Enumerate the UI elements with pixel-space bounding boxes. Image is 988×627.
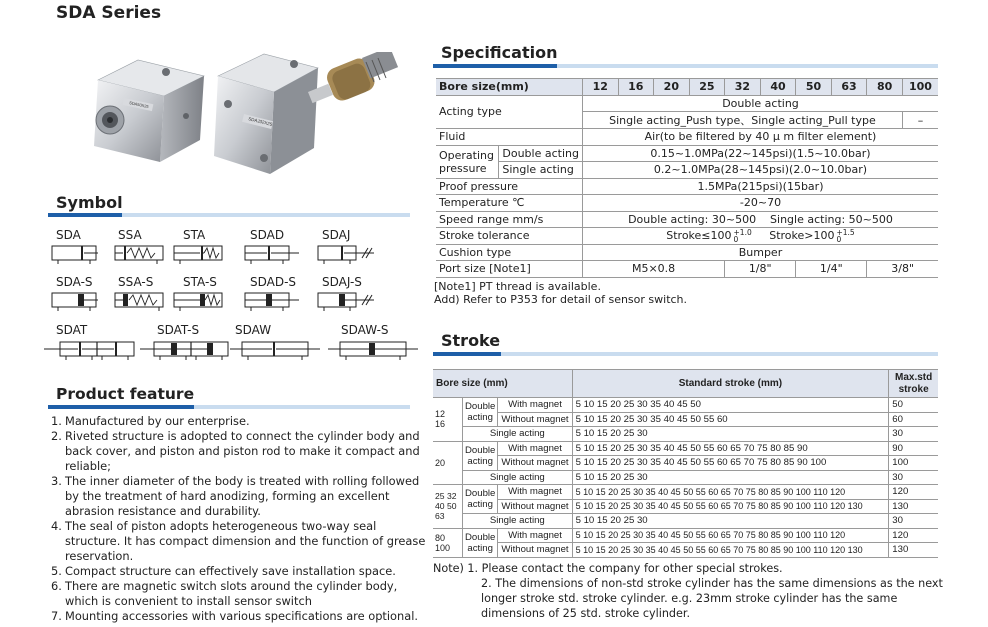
temperature-value: -20~70 xyxy=(582,195,938,212)
cylinder-photo-compact xyxy=(76,58,206,168)
bore-value: 100 xyxy=(902,79,938,96)
port-size-value: 1/8" xyxy=(725,261,796,278)
feature-title: Product feature xyxy=(56,385,195,403)
stroke-values-cell: 5 10 15 20 25 30 xyxy=(572,470,889,485)
stroke-sub-cell: Without magnet xyxy=(498,543,572,558)
svg-text:SDAJ32X25: SDAJ32X25 xyxy=(247,116,273,127)
spec-row xyxy=(436,211,938,228)
symbol-label: SDAD-S xyxy=(250,275,297,289)
stroke-rule xyxy=(433,352,938,356)
spec-row xyxy=(436,244,938,261)
symbol-label: STA xyxy=(183,228,206,242)
stroke-bore-header: Bore size (mm) xyxy=(433,370,572,398)
stroke-bore-cell: 80 100 xyxy=(433,528,462,557)
stroke-values-cell: 5 10 15 20 25 30 35 40 45 50 55 60 65 70 75 80 85 90 100 110 120 xyxy=(572,528,889,543)
stroke-values-cell: 5 10 15 20 25 30 35 40 45 50 55 60 xyxy=(572,412,889,427)
spec-notes xyxy=(434,280,687,306)
feature-item: 2. Riveted structure is adopted to connect the cylinder body and back cover, and piston and piston rod to make it compact and reliable; xyxy=(51,429,420,473)
spec-row xyxy=(436,129,938,146)
stroke-values-cell: 5 10 15 20 25 30 35 40 45 50 xyxy=(572,398,889,413)
spec-header-row xyxy=(436,79,938,96)
feature-item: 4. The seal of piston adopts heterogeneous two-way seal structure. It has compact dimension and the function of grease reservation. xyxy=(51,519,426,563)
stroke-max-header: Max.std stroke xyxy=(889,370,938,398)
stroke-type-cell: Double acting xyxy=(462,528,497,557)
symbol-sdaw-s-icon xyxy=(328,339,420,361)
bore-value: 16 xyxy=(618,79,654,96)
stroke-tolerance-label: Stroke tolerance xyxy=(436,228,582,245)
symbol-label: SSA xyxy=(118,228,142,242)
bore-value: 32 xyxy=(725,79,761,96)
symbol-sda-icon xyxy=(50,243,100,265)
stroke-type-cell: Double acting xyxy=(462,441,497,470)
stroke-values-cell: 5 10 15 20 25 30 35 40 45 50 55 60 65 70 75 80 85 90 100 110 120 130 xyxy=(572,543,889,558)
feature-item: 5. Compact structure can effectively save installation space. xyxy=(51,564,396,578)
stroke-max-cell: 30 xyxy=(889,514,938,529)
stroke-title: Stroke xyxy=(441,331,501,350)
stroke-type-cell: Double acting xyxy=(462,398,497,427)
spec-title: Specification xyxy=(441,43,558,62)
stroke-values-cell: 5 10 15 20 25 30 xyxy=(572,427,889,442)
symbol-label: SDAT-S xyxy=(157,323,200,337)
stroke-values-cell: 5 10 15 20 25 30 35 40 45 50 55 60 65 70 75 80 85 90 100 xyxy=(572,456,889,471)
symbol-title: Symbol xyxy=(56,193,123,212)
stroke-max-cell: 30 xyxy=(889,470,938,485)
stroke-single-cell: Single acting xyxy=(462,427,572,442)
stroke-sub-cell: Without magnet xyxy=(498,412,572,427)
cushion-type-label: Cushion type xyxy=(436,244,582,261)
cylinder-photo-with-sensor xyxy=(204,52,404,182)
spec-table xyxy=(436,78,938,278)
bore-value: 63 xyxy=(831,79,867,96)
symbol-label: SDAJ-S xyxy=(322,275,362,289)
symbol-label: SDAW-S xyxy=(341,323,389,337)
bore-value: 50 xyxy=(796,79,832,96)
operating-pressure-label: Operating pressure xyxy=(436,145,499,178)
stroke-max-cell: 90 xyxy=(889,441,938,456)
spec-row xyxy=(436,95,938,112)
symbol-sdaj-s-icon xyxy=(316,290,376,312)
symbol-ssa-icon xyxy=(113,243,167,265)
stroke-bore-cell: 20 xyxy=(433,441,462,485)
op-double-label: Double acting xyxy=(499,145,583,162)
spec-row xyxy=(436,228,938,245)
feature-item: 1. Manufactured by our enterprise. xyxy=(51,414,250,428)
symbol-sdat-icon xyxy=(44,339,140,361)
bore-value: 25 xyxy=(689,79,725,96)
stroke-single-cell: Single acting xyxy=(462,470,572,485)
op-single-label: Single acting xyxy=(499,162,583,179)
bore-value: 12 xyxy=(582,79,618,96)
stroke-single-cell: Single acting xyxy=(462,514,572,529)
stroke-max-cell: 30 xyxy=(889,427,938,442)
stroke-type-cell: Double acting xyxy=(462,485,497,514)
stroke-bore-cell: 12 16 xyxy=(433,398,462,442)
spec-row xyxy=(436,145,938,162)
stroke-sub-cell: With magnet xyxy=(498,398,572,413)
note1-text: [Note1] PT thread is available. xyxy=(434,280,601,293)
acting-single-value: Single acting_Push type、Single acting_Pull type xyxy=(582,112,902,129)
stroke-sub-cell: With magnet xyxy=(498,528,572,543)
feature-item: 3. The inner diameter of the body is treated with rolling followed by the treatment of hard anodizing, forming an excellent abrasion resistance and durability. xyxy=(51,474,420,518)
bore-value: 40 xyxy=(760,79,796,96)
temperature-label: Temperature ℃ xyxy=(436,195,582,212)
stroke-row xyxy=(433,514,938,529)
stroke-note: Note) 1. Please contact the company for other special strokes. xyxy=(433,562,783,575)
stroke-notes xyxy=(433,561,943,621)
stroke-row xyxy=(433,499,938,514)
stroke-sub-cell: Without magnet xyxy=(498,499,572,514)
bore-value: 80 xyxy=(867,79,903,96)
stroke-row xyxy=(433,485,938,500)
symbol-label: SSA-S xyxy=(118,275,154,289)
symbol-label: SDAW xyxy=(235,323,272,337)
stroke-sub-cell: With magnet xyxy=(498,485,572,500)
spec-row xyxy=(436,178,938,195)
spec-rule xyxy=(433,64,938,68)
stroke-note: 2. The dimensions of non-std stroke cylinder has the same dimensions as the next xyxy=(481,577,943,590)
speed-range-label: Speed range mm/s xyxy=(436,211,582,228)
symbol-sta-s-icon xyxy=(172,290,226,312)
stroke-tolerance-value: Stroke≤100 +1.0 0 Stroke>100 +1.5 0 xyxy=(582,228,938,245)
acting-double-value: Double acting xyxy=(582,95,938,112)
symbol-sda-s-icon xyxy=(50,290,100,312)
stroke-bore-cell: 25 32 40 50 63 xyxy=(433,485,462,529)
stroke-row xyxy=(433,412,938,427)
stroke-row xyxy=(433,543,938,558)
fluid-value: Air(to be filtered by 40 μ m filter element) xyxy=(582,129,938,146)
stroke-row xyxy=(433,456,938,471)
symbol-sta-icon xyxy=(172,243,226,265)
note-add-text: Add) Refer to P353 for detail of sensor switch. xyxy=(434,293,688,306)
symbol-label: SDAT xyxy=(56,323,88,337)
feature-list xyxy=(51,414,431,624)
acting-na-value: – xyxy=(902,112,938,129)
feature-item: 6. There are magnetic switch slots around the cylinder body, which is convenient to install sensor switch xyxy=(51,579,398,608)
proof-pressure-label: Proof pressure xyxy=(436,178,582,195)
symbol-sdaw-icon xyxy=(230,339,322,361)
proof-pressure-value: 1.5MPa(215psi)(15bar) xyxy=(582,178,938,195)
stroke-values-cell: 5 10 15 20 25 30 35 40 45 50 55 60 65 70 75 80 85 90 xyxy=(572,441,889,456)
symbol-label: SDAD xyxy=(250,228,285,242)
stroke-max-cell: 100 xyxy=(889,456,938,471)
stroke-note: longer stroke std. stroke cylinder. e.g. 23mm stroke cylinder has the same xyxy=(481,592,898,605)
op-single-value: 0.2~1.0MPa(28~145psi)(2.0~10.0bar) xyxy=(582,162,938,179)
symbol-sdad-icon xyxy=(243,243,301,265)
spec-row xyxy=(436,195,938,212)
stroke-sub-cell: Without magnet xyxy=(498,456,572,471)
svg-text:SDA50X25: SDA50X25 xyxy=(128,100,150,110)
port-size-label: Port size [Note1] xyxy=(436,261,582,278)
cushion-type-value: Bumper xyxy=(582,244,938,261)
stroke-values-cell: 5 10 15 20 25 30 35 40 45 50 55 60 65 70 75 80 85 90 100 110 120 xyxy=(572,485,889,500)
speed-range-value: Double acting: 30~500 Single acting: 50~500 xyxy=(582,211,938,228)
stroke-max-cell: 130 xyxy=(889,543,938,558)
stroke-max-cell: 50 xyxy=(889,398,938,413)
stroke-sub-cell: With magnet xyxy=(498,441,572,456)
stroke-row xyxy=(433,470,938,485)
stroke-header-row xyxy=(433,370,938,398)
stroke-table xyxy=(433,369,938,558)
spec-row xyxy=(436,261,938,278)
port-size-value: 3/8" xyxy=(867,261,938,278)
stroke-max-cell: 120 xyxy=(889,485,938,500)
spec-row xyxy=(436,162,938,179)
page-title: SDA Series xyxy=(56,3,162,23)
symbol-sdad-s-icon xyxy=(243,290,301,312)
stroke-max-cell: 60 xyxy=(889,412,938,427)
fluid-label: Fluid xyxy=(436,129,582,146)
stroke-row xyxy=(433,398,938,413)
symbol-ssa-s-icon xyxy=(113,290,167,312)
stroke-std-header: Standard stroke (mm) xyxy=(572,370,889,398)
symbol-label: SDA xyxy=(56,228,81,242)
symbol-label: SDAJ xyxy=(322,228,351,242)
stroke-values-cell: 5 10 15 20 25 30 35 40 45 50 55 60 65 70 75 80 85 90 100 110 120 130 xyxy=(572,499,889,514)
feature-item: 7. Mounting accessories with various specifications are optional. xyxy=(51,609,419,623)
acting-type-label: Acting type xyxy=(436,95,582,129)
stroke-max-cell: 130 xyxy=(889,499,938,514)
port-size-value: M5×0.8 xyxy=(582,261,724,278)
symbol-sdaj-icon xyxy=(316,243,376,265)
feature-rule xyxy=(48,405,410,409)
stroke-note: dimensions of 25 std. stroke cylinder. xyxy=(481,607,691,620)
symbol-label: STA-S xyxy=(183,275,217,289)
stroke-row xyxy=(433,441,938,456)
stroke-row xyxy=(433,427,938,442)
op-double-value: 0.15~1.0MPa(22~145psi)(1.5~10.0bar) xyxy=(582,145,938,162)
symbol-rule xyxy=(48,213,410,217)
stroke-row xyxy=(433,528,938,543)
symbol-sdat-s-icon xyxy=(140,339,232,361)
port-size-value: 1/4" xyxy=(796,261,867,278)
bore-size-header: Bore size(mm) xyxy=(436,79,582,96)
symbol-label: SDA-S xyxy=(56,275,93,289)
stroke-max-cell: 120 xyxy=(889,528,938,543)
bore-value: 20 xyxy=(654,79,690,96)
stroke-values-cell: 5 10 15 20 25 30 xyxy=(572,514,889,529)
